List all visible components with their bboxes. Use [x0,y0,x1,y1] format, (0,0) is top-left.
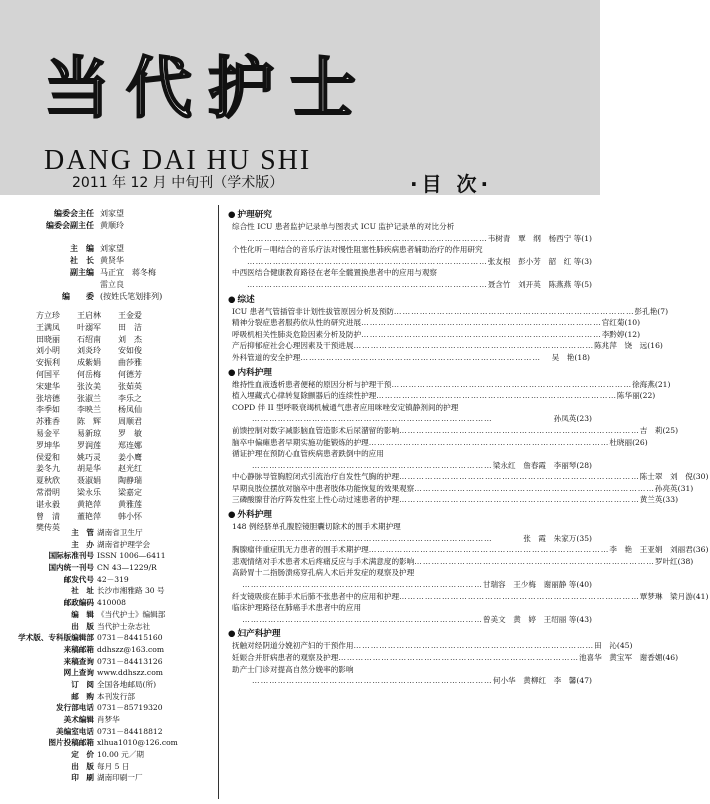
toc-entry[interactable] [228,483,694,495]
member-name: 叶溺军 [77,322,101,332]
toc-entry[interactable] [228,425,679,437]
member-name: 罗润莲 [77,440,101,450]
journal-pinyin: DANG DAI HU SHI [44,145,312,176]
publisher-label: 国际标准刊号 [48,551,94,561]
entry-author-line [228,279,592,291]
entry-title: 胸腺瘤伴重症肌无力患者的围手术期护理 [232,545,369,555]
publisher-row [0,749,214,761]
board-label: 社 长 [70,256,94,266]
publisher-value: 长沙市湘雅路 30 号 [97,586,165,596]
member-name: 侯爱和 [36,452,60,462]
member-name: 陈 辉 [77,417,101,427]
board-members [36,310,211,534]
member-name: 安如俊 [118,346,142,356]
publisher-row [0,539,214,551]
entry-authors: 张 霞 朱家万(35) [523,533,592,543]
member-row [36,381,211,393]
entry-title: 高龄胃十二指肠溃疡穿孔病人术后并发症的观察及护理 [232,568,415,578]
toc-entry[interactable] [228,556,694,568]
entry-title: 外科管道的安全护理 [232,352,301,362]
entry-author-line [228,256,592,268]
dot-leader: ………………………………………………………………………… [399,495,640,505]
entry-authors: 田 沁(45) [594,641,633,651]
member-name: 李映兰 [77,405,101,415]
member-name: 王启林 [77,311,101,320]
member-name: 李乐之 [118,393,142,403]
member-name: 李季如 [36,405,60,415]
toc-entry[interactable] [228,317,641,329]
publisher-row [0,726,214,738]
bullet-icon: ● [228,629,236,640]
dot-leader: ………………………………………………………………………… [247,233,488,243]
member-name: 赵光红 [118,464,142,474]
entry-authors: 陈兆萍 饶 远(16) [594,341,663,351]
publisher-value: 每月 5 日 [97,761,130,771]
entry-author-line [228,533,592,545]
member-name: 苏雅香 [36,417,60,427]
board-row [0,208,214,220]
publisher-row [0,527,214,539]
dot-leader: ………………………………………………………………………… [252,460,493,470]
dot-leader: ………………………………………………………………………… [393,306,635,316]
entry-title: 综合性 ICU 患者监护记录单与图表式 ICU 监护记录单的对比分析 [232,222,455,231]
publisher-row [0,585,214,597]
publisher-value: 本刊发行部 [97,691,135,701]
board-label: 编 委 [62,291,94,301]
dot-leader: ………………………………………………………………………… [252,414,493,424]
member-name: 胡是华 [77,464,101,474]
entry-title: 妊娠合并肝病患者的观察及护理 [232,653,339,662]
publisher-label: 社 址 [71,586,94,596]
entry-title: 呼吸机相关性肺炎危险因素分析及防护 [232,329,362,339]
dot-leader: ………………………………………………………………………… [414,556,655,566]
publisher-row [0,737,214,749]
member-name: 刘 杰 [118,334,142,344]
toc-section [228,209,592,221]
publisher-value: 0731－85719320 [97,703,163,713]
member-row [36,475,211,487]
toc-entry[interactable] [228,448,592,471]
dot-leader: ………………………………………………………………………… [376,391,617,401]
member-name: 王满凤 [36,322,60,332]
entry-authors: 徐海燕(21) [632,379,671,389]
board-row [0,232,214,244]
publisher-label: 订 阅 [71,679,94,689]
entry-authors: 韦树青 覃 纲 杨西宁 等(1) [487,233,592,243]
member-name: 董艳萍 [77,511,101,521]
entry-authors: 黄兰英(33) [639,495,679,505]
member-name: 何岳梅 [77,369,101,379]
entry-authors: 罗叶红(38) [654,556,694,566]
toc-section-title: 综述 [237,294,255,305]
publisher-label: 来稿邮箱 [63,644,94,654]
member-name: 黄艳萍 [77,499,101,509]
toc-entry[interactable] [228,340,663,352]
entry-title: ICU 患者气管插管非计划性拔管原因分析及预防 [232,306,394,316]
entry-author-line [228,614,592,626]
publisher-row [0,772,214,784]
publisher-label: 出 版 [71,621,94,631]
toc-section-title: 护理研究 [237,210,272,220]
member-name: 田 洁 [118,322,142,332]
member-name: 张淑兰 [77,393,101,403]
entry-title: 循证护理在预防心血管疾病患者跌倒中的应用 [232,449,384,459]
entry-title: 中西医结合健康教育路径在老年全髋置换患者中的应用与观察 [232,268,438,278]
toc-heading: ·目 次· [410,172,493,196]
publisher-value: 《当代护士》编辑部 [97,609,166,619]
publisher-row [0,597,214,609]
member-row [36,404,211,416]
entry-title: 维持性血液透析患者便秘的原因分析与护理干预 [232,379,392,389]
dot-leader: ………………………………………………………………………… [252,533,493,543]
entry-title: 产后抑郁症社会心理因素及干预进展 [232,341,354,351]
member-row [36,393,211,405]
board-row [0,243,214,255]
dot-leader: ………………………………………………………………………… [353,341,595,351]
publisher-value: 10.00 元／期 [97,750,144,760]
entry-authors: 李 艳 王亚娟 刘丽君(36) [609,545,709,555]
entry-title: 植入埋藏式心律转复除颤器后的连续性护理 [232,391,377,401]
entry-title: 抚触对经阴道分娩初产妇的干预作用 [232,641,354,651]
entry-authors: 吉 莉(25) [639,425,679,435]
publisher-row [0,632,214,644]
dot-leader: ………………………………………………………………………… [399,472,640,482]
toc-entry[interactable] [228,652,679,664]
bullet-icon: ● [228,294,236,305]
board-row [0,279,214,291]
member-name: 安振利 [36,358,60,368]
member-name: 曾 清 [36,511,60,521]
publisher-value: xlhua1010@126.com [97,738,178,748]
member-name: 姚巧灵 [77,452,101,462]
member-name: 夏秋欣 [36,476,60,486]
board-value: 刘家望 [100,209,124,218]
toc-entry[interactable] [228,591,709,603]
dot-leader: ………………………………………………………………………… [252,676,493,686]
publisher-label: 邮 购 [71,691,94,701]
dot-leader: ………………………………………………………………………… [242,580,483,590]
member-name: 刘小明 [36,346,60,356]
publisher-label: 主 办 [71,539,94,549]
member-name: 易新琼 [77,428,101,438]
toc-entry[interactable] [228,402,592,425]
publisher-label: 出 版 [71,761,94,771]
issue-date: 2011 年 12 月 中旬刊（学术版） [72,175,284,191]
publisher-value: 0731－84413126 [97,656,163,666]
member-row [36,428,211,440]
publisher-label: 邮发代号 [63,574,94,584]
toc-entry[interactable] [228,437,648,449]
publisher-value: CN 43—1229/R [97,563,157,573]
publisher-row [0,609,214,621]
publisher-value: 湖南省卫生厅 [97,528,143,537]
bullet-icon: ● [228,510,236,521]
member-name: 何国平 [36,369,60,379]
publisher-value: 410008 [97,598,126,608]
board-value: 刘家望 [100,244,124,254]
entry-title: COPD 伴 II 型呼吸衰竭机械通气患者应用咪唑安定镇静剂间的护理 [232,402,459,412]
toc-entry[interactable] [228,494,679,506]
publisher-label: 主 管 [71,528,94,537]
member-name: 陶静瑞 [118,476,142,486]
entry-authors: 聂含竹 刘开英 陈燕燕 等(5) [487,279,592,289]
entry-title: 精神分裂症患者服药依从性的研究进展 [232,318,362,328]
toc-entry[interactable] [228,521,592,544]
dot-leader: ………………………………………………………………………… [353,641,595,651]
board-value: (按姓氏笔划排列) [100,291,163,301]
member-name: 梁永乐 [77,487,101,497]
publisher-row [0,761,214,773]
publisher-row [0,702,214,714]
journal-title: 当代护士 [44,50,372,127]
publisher-row [0,621,214,633]
bullet-icon: ● [228,367,236,378]
entry-title: 148 例经脐单孔腹腔镜胆囊切除术的围手术期护理 [232,522,401,532]
member-name: 谌永毅 [36,499,60,509]
publisher-label: 图片投稿邮箱 [48,738,94,748]
column-divider [218,205,219,799]
publisher-label: 发行部电话 [56,703,94,713]
publisher-value: ddhszz@163.com [97,644,165,654]
member-row [36,322,211,334]
entry-authors: 张友根 彭小芳 韶 红 等(3) [487,256,592,266]
entry-title: 悲观情绪对手术患者术后疼痛反应与手术满意度的影响 [232,556,415,566]
dot-leader: ………………………………………………………………………… [247,279,488,289]
member-name: 王金爱 [118,311,142,320]
board-value: 黄顺玲 [100,220,124,230]
publisher-label: 学术版、专科版编辑部 [18,633,94,643]
publisher-label: 来稿查询 [63,656,94,666]
entry-authors: 甘瑞容 王少梅 谢丽静 等(40) [482,580,592,590]
toc-entry[interactable] [228,567,592,590]
entry-author-line [228,233,592,245]
publisher-value: 0731－84415160 [97,633,163,643]
entry-authors: 官红菊(10) [601,318,641,328]
toc-section [228,628,592,640]
member-name: 宋建华 [36,381,60,391]
member-name: 刘炎玲 [77,346,101,356]
member-row [36,345,211,357]
member-row [36,369,211,381]
dot-leader: ………………………………………………………………………… [368,545,610,555]
entry-author-line [228,460,592,472]
publisher-row [0,667,214,679]
publisher-value: 0731－84418812 [97,726,163,736]
member-name: 黄雅莲 [118,499,142,509]
toc-entry[interactable] [228,244,592,267]
entry-authors: 梁永红 詹春霞 李丽琴(28) [492,460,592,470]
toc-entry[interactable] [228,640,633,652]
dot-leader: ………………………………………………………………………… [242,614,483,624]
member-row [36,416,211,428]
publisher-label: 网上查询 [63,668,94,678]
publisher-value: 当代护士杂志社 [97,621,151,631]
board-value: 马正宜 蒋冬梅 [100,267,156,277]
publisher-value: ISSN 1006—6411 [97,551,166,561]
member-name: 成紫娟 [77,358,101,368]
member-row [36,487,211,499]
publisher-value: 42－319 [97,574,129,584]
member-row [36,511,211,523]
publisher-row [0,656,214,668]
toc-entry[interactable] [228,306,669,318]
member-row [36,452,211,464]
entry-title: 脑卒中偏瘫患者早期实施功能锻炼的护理 [232,437,369,447]
editorial-board [0,208,214,302]
dot-leader: ………………………………………………………………………… [338,653,579,662]
member-name: 方立珍 [36,311,60,320]
member-row [36,334,211,346]
member-name: 梁嘉定 [118,487,142,497]
toc-entry[interactable] [228,329,641,341]
entry-authors: 吴 艳(18) [551,352,590,362]
publisher-label: 印 刷 [71,773,94,783]
publisher-row [0,550,214,562]
member-name: 曲莎雅 [118,358,142,368]
toc-entry[interactable] [228,544,709,556]
entry-author-line [228,675,592,687]
toc-section [228,509,592,521]
member-name: 何德芳 [118,369,142,379]
entry-authors: 彭孔艳(7) [634,306,669,316]
board-row [0,220,214,232]
member-name: 郑连娜 [118,440,142,450]
publisher-row [0,714,214,726]
publisher-value: 湖南印刷一厂 [97,773,143,783]
entry-author-line [228,579,592,591]
bullet-icon: ● [228,210,236,220]
member-name: 姜小鹰 [118,452,142,462]
publisher-label: 美编室电话 [56,726,94,736]
publisher-row [0,562,214,574]
toc-entry[interactable] [228,471,709,483]
publisher-label: 邮政编码 [63,598,94,608]
entry-title: 个性化听－唱结合的音乐疗法对慢性阻塞性肺疾病患者辅助治疗的作用研究 [232,245,483,255]
entry-authors: 覃梦琳 梁月游(41) [639,591,709,601]
toc-section-title: 外科护理 [237,510,272,521]
board-row [0,291,214,303]
member-row [36,463,211,475]
member-name: 张汝美 [77,381,101,391]
publisher-label: 国内统一刊号 [48,563,94,573]
member-name: 樊传英 [36,523,60,533]
member-row [36,310,211,322]
member-row [36,440,211,452]
dot-leader: ………………………………………………………………………… [300,352,541,362]
publisher-row [0,644,214,656]
entry-title: 前馈控制对数字减影脑血管造影术后尿潴留的影响 [232,425,400,435]
entry-title: 纤支镜吸痰在肺手术后肺不张患者中的应用和护理 [232,591,400,601]
dot-leader: ………………………………………………………………………… [391,379,633,389]
member-row [36,499,211,511]
dot-leader: ………………………………………………………………………… [399,591,640,601]
dot-leader: ………………………………………………………………………… [361,329,602,339]
entry-authors: 陈华丽(22) [616,391,656,401]
member-name: 张茹英 [118,381,142,391]
board-value: 黄贤华 [100,256,124,266]
publisher-value: 肖梦华 [97,715,120,724]
publisher-label: 美术编辑 [63,715,94,724]
entry-author-line [228,413,592,425]
dot-leader: ………………………………………………………………………… [361,318,602,328]
entry-title: 三磷酸腺苷治疗阵发性室上性心动过速患者的护理 [232,495,400,505]
member-name: 田晓丽 [36,334,60,344]
entry-authors: 池喜华 黄宝军 谢香媚(46) [578,653,679,662]
dot-leader: ………………………………………………………………………… [414,483,655,493]
entry-authors: 曾美文 黄 婷 王绍丽 等(43) [482,614,592,624]
toc-entry[interactable] [228,664,592,687]
entry-title: 临床护理路径在肺癌手术患者中的应用 [232,603,362,613]
member-name: 罗 敏 [118,428,142,438]
board-row [0,255,214,267]
member-name: 杨凤仙 [118,405,142,415]
toc-entry[interactable] [228,379,671,391]
publisher-info [0,527,214,784]
publisher-value: 全国各地邮局(所) [97,679,157,689]
member-name: 聂淑娟 [77,476,101,486]
entry-authors: 杜晓丽(26) [609,437,648,447]
member-name: 姜冬九 [36,464,60,474]
entry-title: 中心静脉导管胸腔闭式引流治疗自发性气胸的护理 [232,472,400,482]
toc-section-title: 内科护理 [237,367,272,378]
publisher-value: www.ddhszz.com [97,668,163,678]
member-row [36,357,211,369]
entry-authors: 何小华 黄柳红 李 馨(47) [492,676,592,686]
toc-entry[interactable] [228,221,592,244]
member-name: 易金平 [36,428,60,438]
entry-authors: 陈士翠 刘 倪(30) [639,472,709,482]
publisher-row [0,691,214,703]
table-of-contents [228,209,709,687]
publisher-value: 湖南省护理学会 [97,539,151,549]
publisher-row [0,679,214,691]
publisher-row [0,574,214,586]
board-row [0,267,214,279]
entry-title: 助产士门诊对提高自然分娩率的影响 [232,664,354,674]
cover-header [0,0,600,195]
publisher-label: 定 价 [71,750,94,760]
dot-leader: ………………………………………………………………………… [399,425,640,435]
member-name: 张培德 [36,393,60,403]
entry-authors: 孙凤英(23) [553,414,592,424]
dot-leader: ………………………………………………………………………… [247,256,488,266]
toc-entry[interactable] [228,267,592,290]
entry-title: 早期良肢位摆放对脑卒中患者肢体功能恢复的效果观察 [232,483,415,493]
toc-entry[interactable] [228,602,592,625]
dot-leader: ………………………………………………………………………… [368,437,610,447]
member-name: 罗坤华 [36,440,60,450]
toc-section [228,294,592,306]
toc-entry[interactable] [228,352,592,364]
board-label: 主 编 [70,244,94,254]
member-name: 周顺君 [118,417,142,427]
member-name: 韩小怀 [118,511,142,521]
entry-authors: 李黔婷(12) [601,329,641,339]
entry-authors: 孙亮英(31) [654,483,694,493]
board-label: 编委会副主任 [46,220,94,230]
toc-section [228,367,592,379]
member-name: 常滑明 [36,487,60,497]
board-label: 副主编 [70,267,94,277]
toc-entry[interactable] [228,390,656,402]
toc-section-title: 妇产科护理 [237,629,281,640]
member-name: 石绍南 [77,334,101,344]
board-label: 编委会主任 [54,209,94,218]
publisher-label: 编 辑 [71,609,94,619]
board-value: 雷立良 [100,279,124,289]
